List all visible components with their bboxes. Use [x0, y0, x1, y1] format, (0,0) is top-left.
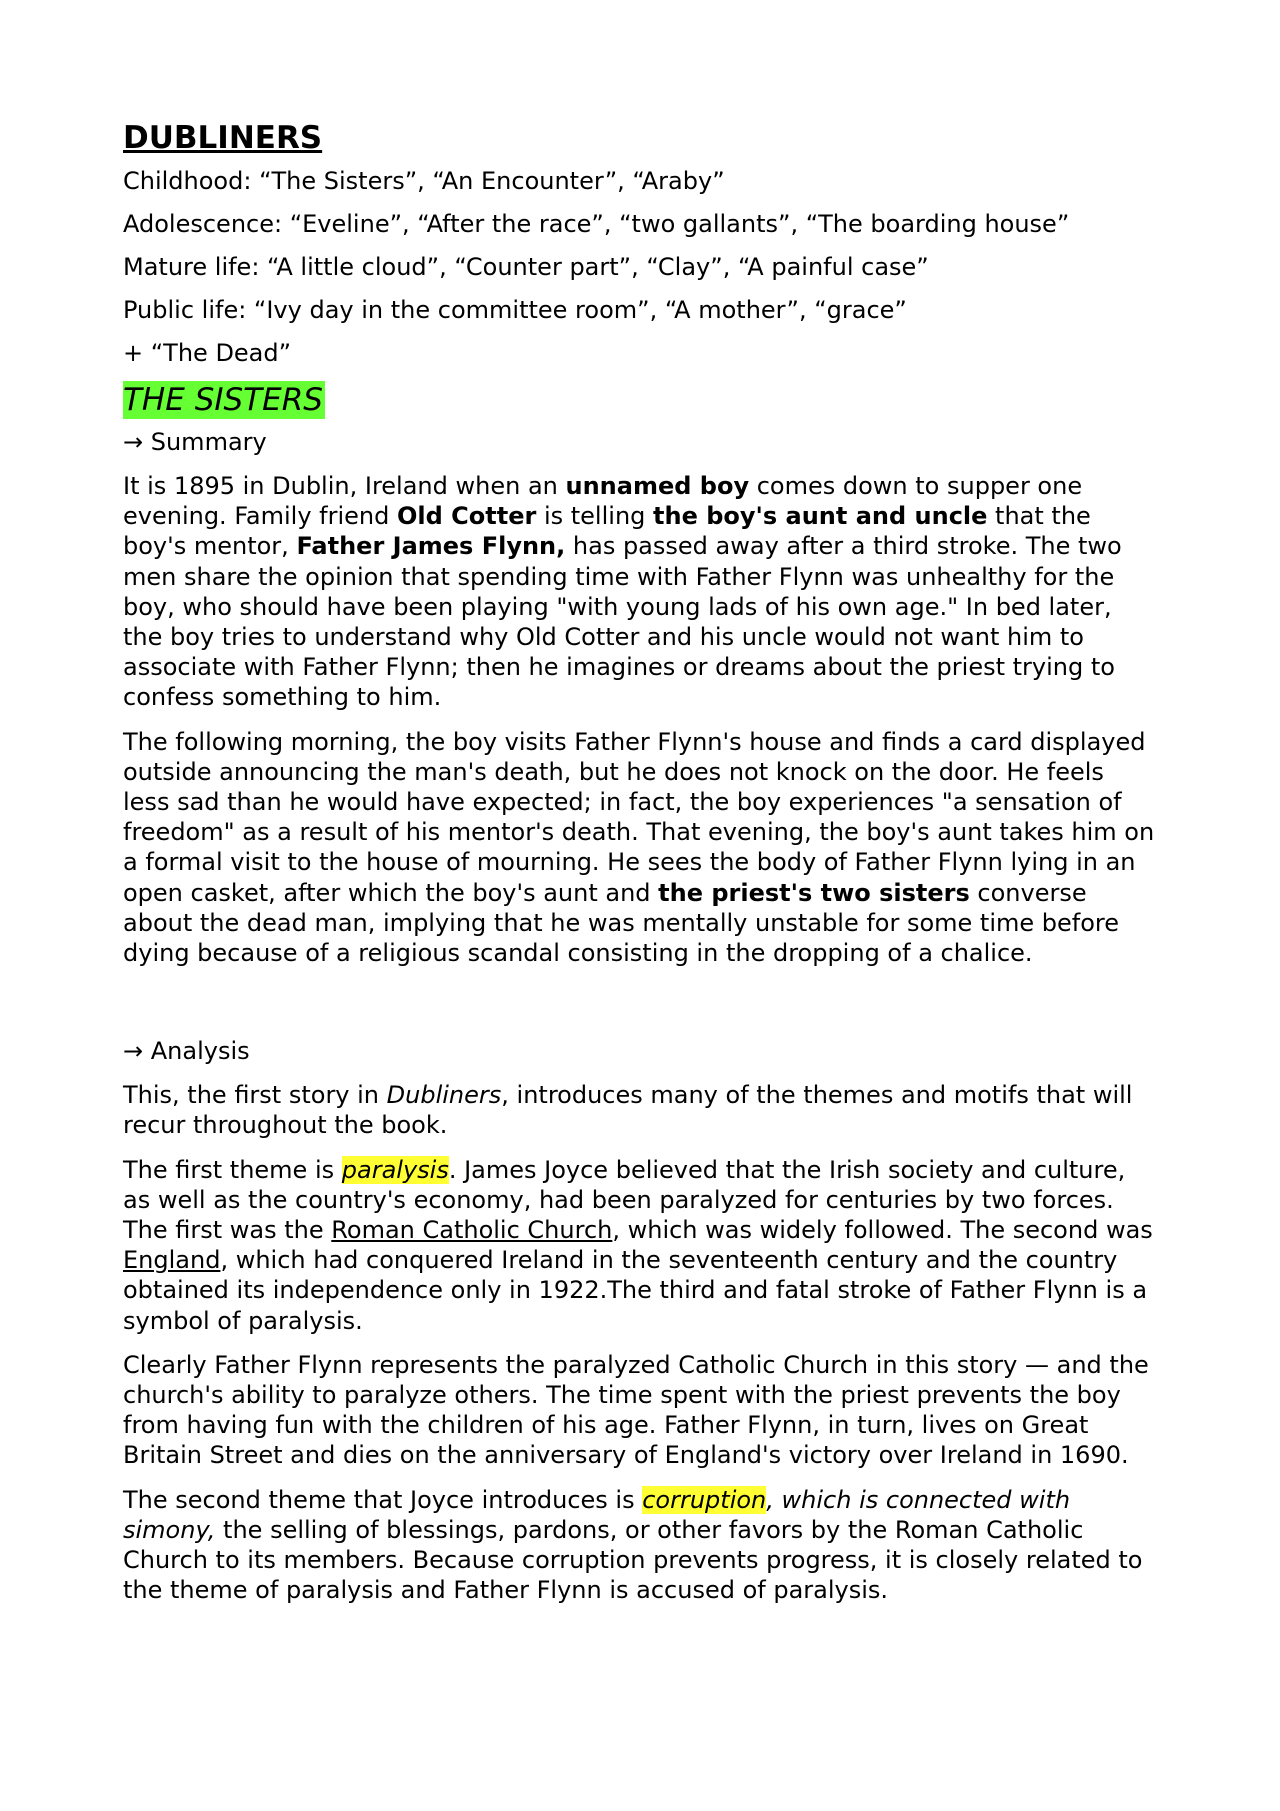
analysis-heading: → Analysis: [123, 1037, 250, 1066]
bold-term: Father James Flynn,: [296, 532, 566, 561]
group-adolescence: Adolescence: “Eveline”, “After the race”, “two gallants”, “The boarding house”: [123, 210, 1070, 238]
italic-phrase: , which is connected with simony,: [123, 1485, 1071, 1544]
highlighted-term: paralysis: [341, 1155, 449, 1184]
summary-heading: → Summary: [123, 428, 267, 456]
bold-term: the priest's two sisters: [658, 878, 970, 907]
group-childhood: Childhood: “The Sisters”, “An Encounter”, “Araby”: [123, 167, 725, 195]
analysis-paragraph-1: This, the first story in Dubliners, introduces many of the themes and motifs that will recur throughout the book.: [123, 1081, 1133, 1140]
analysis-paragraph-3: Clearly Father Flynn represents the paralyzed Catholic Church in this story — and the church's ability to paralyze others. The time spent with the priest prevents the boy from having fun with the children of his age. Father Flynn, in turn, lives on Great Britain Street and dies on the anniversary of England's victory over Ireland in 1690.: [123, 1350, 1149, 1470]
underlined-term: Roman Catholic Church: [331, 1216, 613, 1245]
italic-title: Dubliners: [386, 1081, 502, 1110]
bold-term: unnamed boy: [565, 472, 750, 500]
bold-term: Old Cotter: [397, 502, 537, 531]
group-mature-life: Mature life: “A little cloud”, “Counter part”, “Clay”, “A painful case”: [123, 253, 929, 281]
highlighted-term: corruption: [642, 1485, 767, 1514]
group-public-life: Public life: “Ivy day in the committee room”, “A mother”, “grace”: [123, 296, 907, 324]
blank-line: [123, 982, 1157, 1036]
underlined-term: England: [123, 1246, 221, 1275]
analysis-paragraph-2: The first theme is paralysis. James Joyce believed that the Irish society and culture, as well as the country's economy, had been paralyzed for centuries by two forces. The first was the Roman Catholic Church, which was widely followed. The second was England, which had conquered Ireland in the seventeenth century and the country obtained its independence only in 1922.The third and fatal stroke of Father Flynn is a symbol of paralysis.: [123, 1155, 1153, 1335]
document-title: DUBLINERS: [123, 120, 323, 156]
analysis-paragraph-4: The second theme that Joyce introduces is corruption, which is connected with simony, the selling of blessings, pardons, or other favors by the Roman Catholic Church to its members. Because corruption prevents progress, it is closely related to the theme of paralysis and Father Flynn is accused of paralysis.: [123, 1485, 1143, 1605]
bold-term: the boy's aunt and uncle: [653, 502, 988, 531]
summary-paragraph-1: It is 1895 in Dublin, Ireland when an unnamed boy comes down to supper one evening. Family friend Old Cotter is telling the boy's aunt and uncle that the boy's mentor, Father James Flynn, has passed away after a third stroke. The two men share the opinion that spending time with Father Flynn was unhealthy for the boy, who should have been playing "with young lads of his own age." In bed later, the boy tries to understand why Old Cotter and his uncle would not want him to associate with Father Flynn; then he imagines or dreams about the priest trying to confess something to him.: [123, 472, 1122, 712]
group-the-dead: + “The Dead”: [123, 339, 292, 367]
section-title: THE SISTERS: [123, 382, 323, 418]
summary-paragraph-2: The following morning, the boy visits Father Flynn's house and finds a card displayed outside announcing the man's death, but he does not knock on the door. He feels less sad than he would have expected; in fact, the boy experiences "a sensation of freedom" as a result of his mentor's death. That evening, the boy's aunt takes him on a formal visit to the house of mourning. He sees the body of Father Flynn lying in an open casket, after which the boy's aunt and the priest's two sisters converse about the dead man, implying that he was mentally unstable for some time before dying because of a religious scandal consisting in the dropping of a chalice.: [123, 727, 1155, 968]
